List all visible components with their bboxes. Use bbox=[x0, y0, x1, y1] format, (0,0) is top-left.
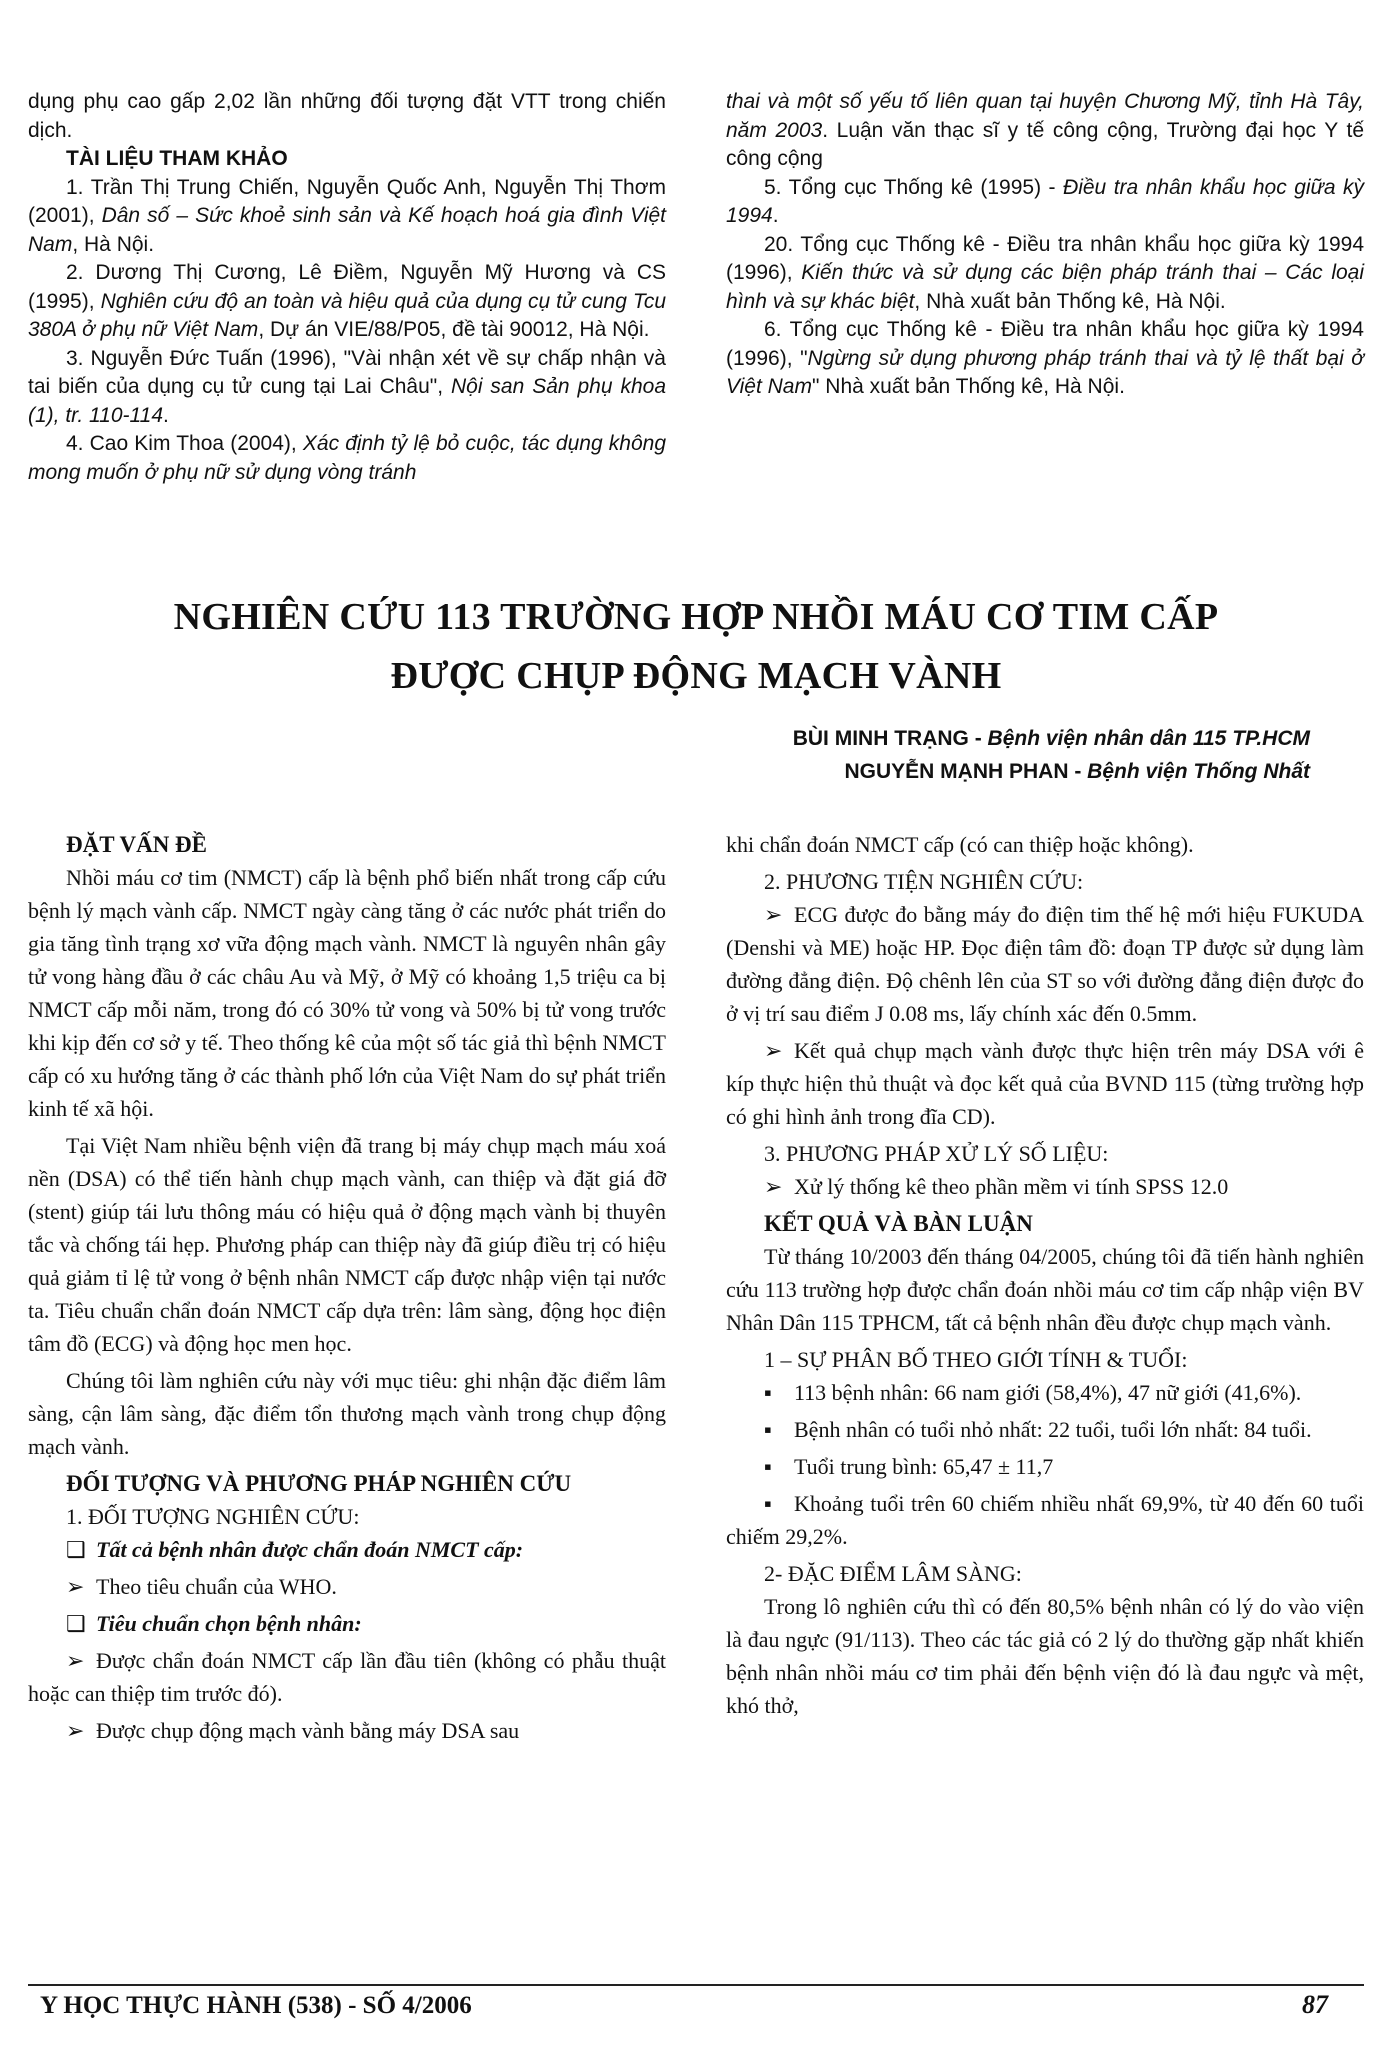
paragraph: Tại Việt Nam nhiều bệnh viện đã trang bị máy chụp mạch máu xoá nền (DSA) có thể tiến hành chụp mạch vành, can thiệp và đặt giá đỡ (stent) giúp tái lưu thông máu có hiệu quả ở động mạch vành bị thuyên tắc và chống tái hẹp. Phương pháp can thiệp này đã giúp điều trị có hiệu quả giảm tỉ lệ tử vong ở bệnh nhân NMCT cấp được nhập viện tại nước ta. Tiêu chuẩn chẩn đoán NMCT cấp dựa trên: lâm sàng, động học điện tâm đồ (ECG) và động học men học. bbox=[28, 1133, 666, 1356]
arrow-icon: ➢ bbox=[66, 1648, 85, 1673]
author-2: NGUYỄN MẠNH PHAN - Bệnh viện Thống Nhất bbox=[844, 760, 1310, 783]
arrow-icon: ➢ bbox=[66, 1574, 85, 1599]
title-line-1: NGHIÊN CỨU 113 TRƯỜNG HỢP NHỒI MÁU CƠ TIM CẤP bbox=[173, 596, 1219, 638]
carryover-text: dụng phụ cao gấp 2,02 lần những đối tượng đặt VTT trong chiến dịch. bbox=[28, 90, 666, 142]
subheading: 3. PHƯƠNG PHÁP XỬ LÝ SỐ LIỆU: bbox=[764, 1141, 1109, 1166]
reference-20: 20. Tổng cục Thống kê - Điều tra nhân khẩu học giữa kỳ 1994 (1996), Kiến thức và sử dụng các biện pháp tránh thai – Các loại hình và sự khác biệt, Nhà xuất bản Thống kê, Hà Nội. bbox=[726, 232, 1365, 313]
body-left-column bbox=[28, 828, 666, 1751]
arrow-item: ➢ Kết quả chụp mạch vành được thực hiện trên máy DSA với ê kíp thực hiện thủ thuật và đọc kết quả của BVND 115 (từng trường hợp có ghi hình ảnh trong đĩa CD). bbox=[726, 1034, 1364, 1133]
bullet-icon: ▪ bbox=[764, 1417, 772, 1442]
arrow-item: ➢ Xử lý thống kê theo phần mềm vi tính SPSS 12.0 bbox=[726, 1170, 1364, 1203]
reference-1: 1. Trần Thị Trung Chiến, Nguyễn Quốc Anh, Nguyễn Thị Thơm (2001), Dân số – Sức khoẻ sinh sản và Kế hoạch hoá gia đình Việt Nam, Hà Nội. bbox=[28, 175, 666, 256]
authors bbox=[793, 722, 1310, 788]
article-title bbox=[60, 588, 1332, 706]
top-left-column bbox=[28, 88, 666, 487]
subheading: 1. ĐỐI TƯỢNG NGHIÊN CỨU: bbox=[66, 1504, 360, 1529]
subheading: 2. PHƯƠNG TIỆN NGHIÊN CỨU: bbox=[764, 869, 1084, 894]
journal-footer: Y HỌC THỰC HÀNH (538) - SỐ 4/2006 bbox=[40, 1992, 472, 2019]
arrow-icon: ➢ bbox=[764, 1038, 783, 1063]
checkbox-item: ❑ Tiêu chuẩn chọn bệnh nhân: bbox=[28, 1607, 666, 1640]
arrow-item: ➢ Được chẩn đoán NMCT cấp lần đầu tiên (không có phẫu thuật hoặc can thiệp tim trước đó). bbox=[28, 1644, 666, 1710]
reference-2: 2. Dương Thị Cương, Lê Điềm, Nguyễn Mỹ Hương và CS (1995), Nghiên cứu độ an toàn và hiệu quả của dụng cụ tử cung Tcu 380A ở phụ nữ Việt Nam, Dự án VIE/88/P05, đề tài 90012, Hà Nội. bbox=[28, 261, 666, 341]
top-section bbox=[28, 88, 1364, 487]
reference-5: 5. Tổng cục Thống kê (1995) - Điều tra nhân khẩu học giữa kỳ 1994. bbox=[726, 175, 1365, 227]
arrow-icon: ➢ bbox=[764, 1174, 783, 1199]
paragraph: Trong lô nghiên cứu thì có đến 80,5% bệnh nhân có lý do vào viện là đau ngực (91/113). Theo các tác giả có 2 lý do thường gặp nhất khiến bệnh nhân nhồi máu cơ tim phải đến bệnh viện đó là đau ngực và mệt, khó thở, bbox=[726, 1594, 1364, 1718]
paragraph-continued: khi chẩn đoán NMCT cấp (có can thiệp hoặc không). bbox=[726, 832, 1194, 857]
paragraph: Nhồi máu cơ tim (NMCT) cấp là bệnh phổ biến nhất trong cấp cứu bệnh lý mạch vành cấp. NMCT ngày càng tăng ở các nước phát triển do gia tăng tình trạng xơ vữa động mạch vành. NMCT là nguyên nhân gây tử vong hàng đầu ở các châu Au và Mỹ, ở Mỹ có khoảng 1,5 triệu ca bị NMCT cấp mỗi năm, trong đó có 30% tử vong và 50% bị tử vong trước khi kịp đến cơ sở y tế. Theo thống kê của một số tác giả thì bệnh NMCT cấp có xu hướng tăng ở các thành phố lớn của Việt Nam do sự phát triển kinh tế xã hội. bbox=[28, 865, 666, 1121]
arrow-item: ➢ Được chụp động mạch vành bằng máy DSA sau bbox=[28, 1714, 666, 1747]
paragraph: Từ tháng 10/2003 đến tháng 04/2005, chúng tôi đã tiến hành nghiên cứu 113 trường hợp được chẩn đoán nhồi máu cơ tim cấp nhập viện BV Nhân Dân 115 TPHCM, tất cả bệnh nhân đều được chụp mạch vành. bbox=[726, 1244, 1364, 1335]
reference-4-continued: thai và một số yếu tố liên quan tại huyện Chương Mỹ, tỉnh Hà Tây, năm 2003. Luận văn thạc sĩ y tế công cộng, Trường đại học Y tế công cộng bbox=[726, 90, 1365, 170]
subheading: 1 – SỰ PHÂN BỐ THEO GIỚI TÍNH & TUỔI: bbox=[764, 1347, 1188, 1372]
checkbox-item: ❑ Tất cả bệnh nhân được chẩn đoán NMCT cấp: bbox=[28, 1533, 666, 1566]
section-heading-introduction: ĐẶT VẤN ĐỀ bbox=[66, 832, 208, 857]
bullet-icon: ▪ bbox=[764, 1454, 772, 1479]
arrow-item: ➢ Theo tiêu chuẩn của WHO. bbox=[28, 1570, 666, 1603]
title-line-2: ĐƯỢC CHỤP ĐỘNG MẠCH VÀNH bbox=[390, 655, 1002, 697]
bullet-item: ▪ Khoảng tuổi trên 60 chiếm nhiều nhất 69,9%, từ 40 đến 60 tuổi chiếm 29,2%. bbox=[726, 1487, 1364, 1553]
footer-divider bbox=[28, 1984, 1364, 1986]
arrow-icon: ➢ bbox=[66, 1718, 85, 1743]
paragraph: Chúng tôi làm nghiên cứu này với mục tiêu: ghi nhận đặc điểm lâm sàng, cận lâm sàng, đặc điểm tổn thương mạch vành trong chụp động mạch vành. bbox=[28, 1368, 666, 1459]
arrow-item: ➢ ECG được đo bằng máy đo điện tim thế hệ mới hiệu FUKUDA (Denshi và ME) hoặc HP. Đọc điện tâm đồ: đoạn TP được sử dụng làm đường đẳng điện. Độ chênh lên của ST so với đường đẳng điện được đo ở vị trí sau điểm J 0.08 ms, lấy chính xác đến 0.5mm. bbox=[726, 898, 1364, 1030]
bullet-icon: ▪ bbox=[764, 1380, 772, 1405]
page-number: 87 bbox=[1302, 1990, 1328, 2019]
section-heading-methods: ĐỐI TƯỢNG VÀ PHƯƠNG PHÁP NGHIÊN CỨU bbox=[66, 1471, 572, 1496]
reference-6: 6. Tổng cục Thống kê - Điều tra nhân khẩu học giữa kỳ 1994 (1996), "Ngừng sử dụng phương pháp tránh thai và tỷ lệ thất bại ở Việt Nam" Nhà xuất bản Thống kê, Hà Nội. bbox=[726, 318, 1364, 398]
bullet-item: ▪ 113 bệnh nhân: 66 nam giới (58,4%), 47 nữ giới (41,6%). bbox=[726, 1376, 1364, 1409]
references-heading: TÀI LIỆU THAM KHẢO bbox=[66, 147, 288, 170]
bullet-item: ▪ Tuổi trung bình: 65,47 ± 11,7 bbox=[726, 1450, 1364, 1483]
reference-3: 3. Nguyễn Đức Tuấn (1996), "Vài nhận xét về sự chấp nhận và tai biến của dụng cụ tử cung tại Lai Châu", Nội san Sản phụ khoa (1), tr. 110-114. bbox=[28, 346, 666, 427]
checkbox-icon: ❑ bbox=[66, 1537, 86, 1562]
reference-4: 4. Cao Kim Thoa (2004), Xác định tỷ lệ bỏ cuộc, tác dụng không mong muốn ở phụ nữ sử dụng vòng tránh bbox=[28, 432, 666, 484]
top-right-column bbox=[726, 88, 1364, 487]
body-right-column bbox=[726, 828, 1364, 1751]
article-body bbox=[28, 828, 1364, 1751]
bullet-item: ▪ Bệnh nhân có tuổi nhỏ nhất: 22 tuổi, tuổi lớn nhất: 84 tuổi. bbox=[726, 1413, 1364, 1446]
author-1: BÙI MINH TRẠNG - Bệnh viện nhân dân 115 TP.HCM bbox=[792, 727, 1310, 750]
checkbox-icon: ❑ bbox=[66, 1611, 86, 1636]
section-heading-results: KẾT QUẢ VÀ BÀN LUẬN bbox=[764, 1211, 1033, 1236]
arrow-icon: ➢ bbox=[764, 902, 783, 927]
subheading: 2- ĐẶC ĐIỂM LÂM SÀNG: bbox=[764, 1561, 1022, 1586]
bullet-icon: ▪ bbox=[764, 1491, 772, 1516]
